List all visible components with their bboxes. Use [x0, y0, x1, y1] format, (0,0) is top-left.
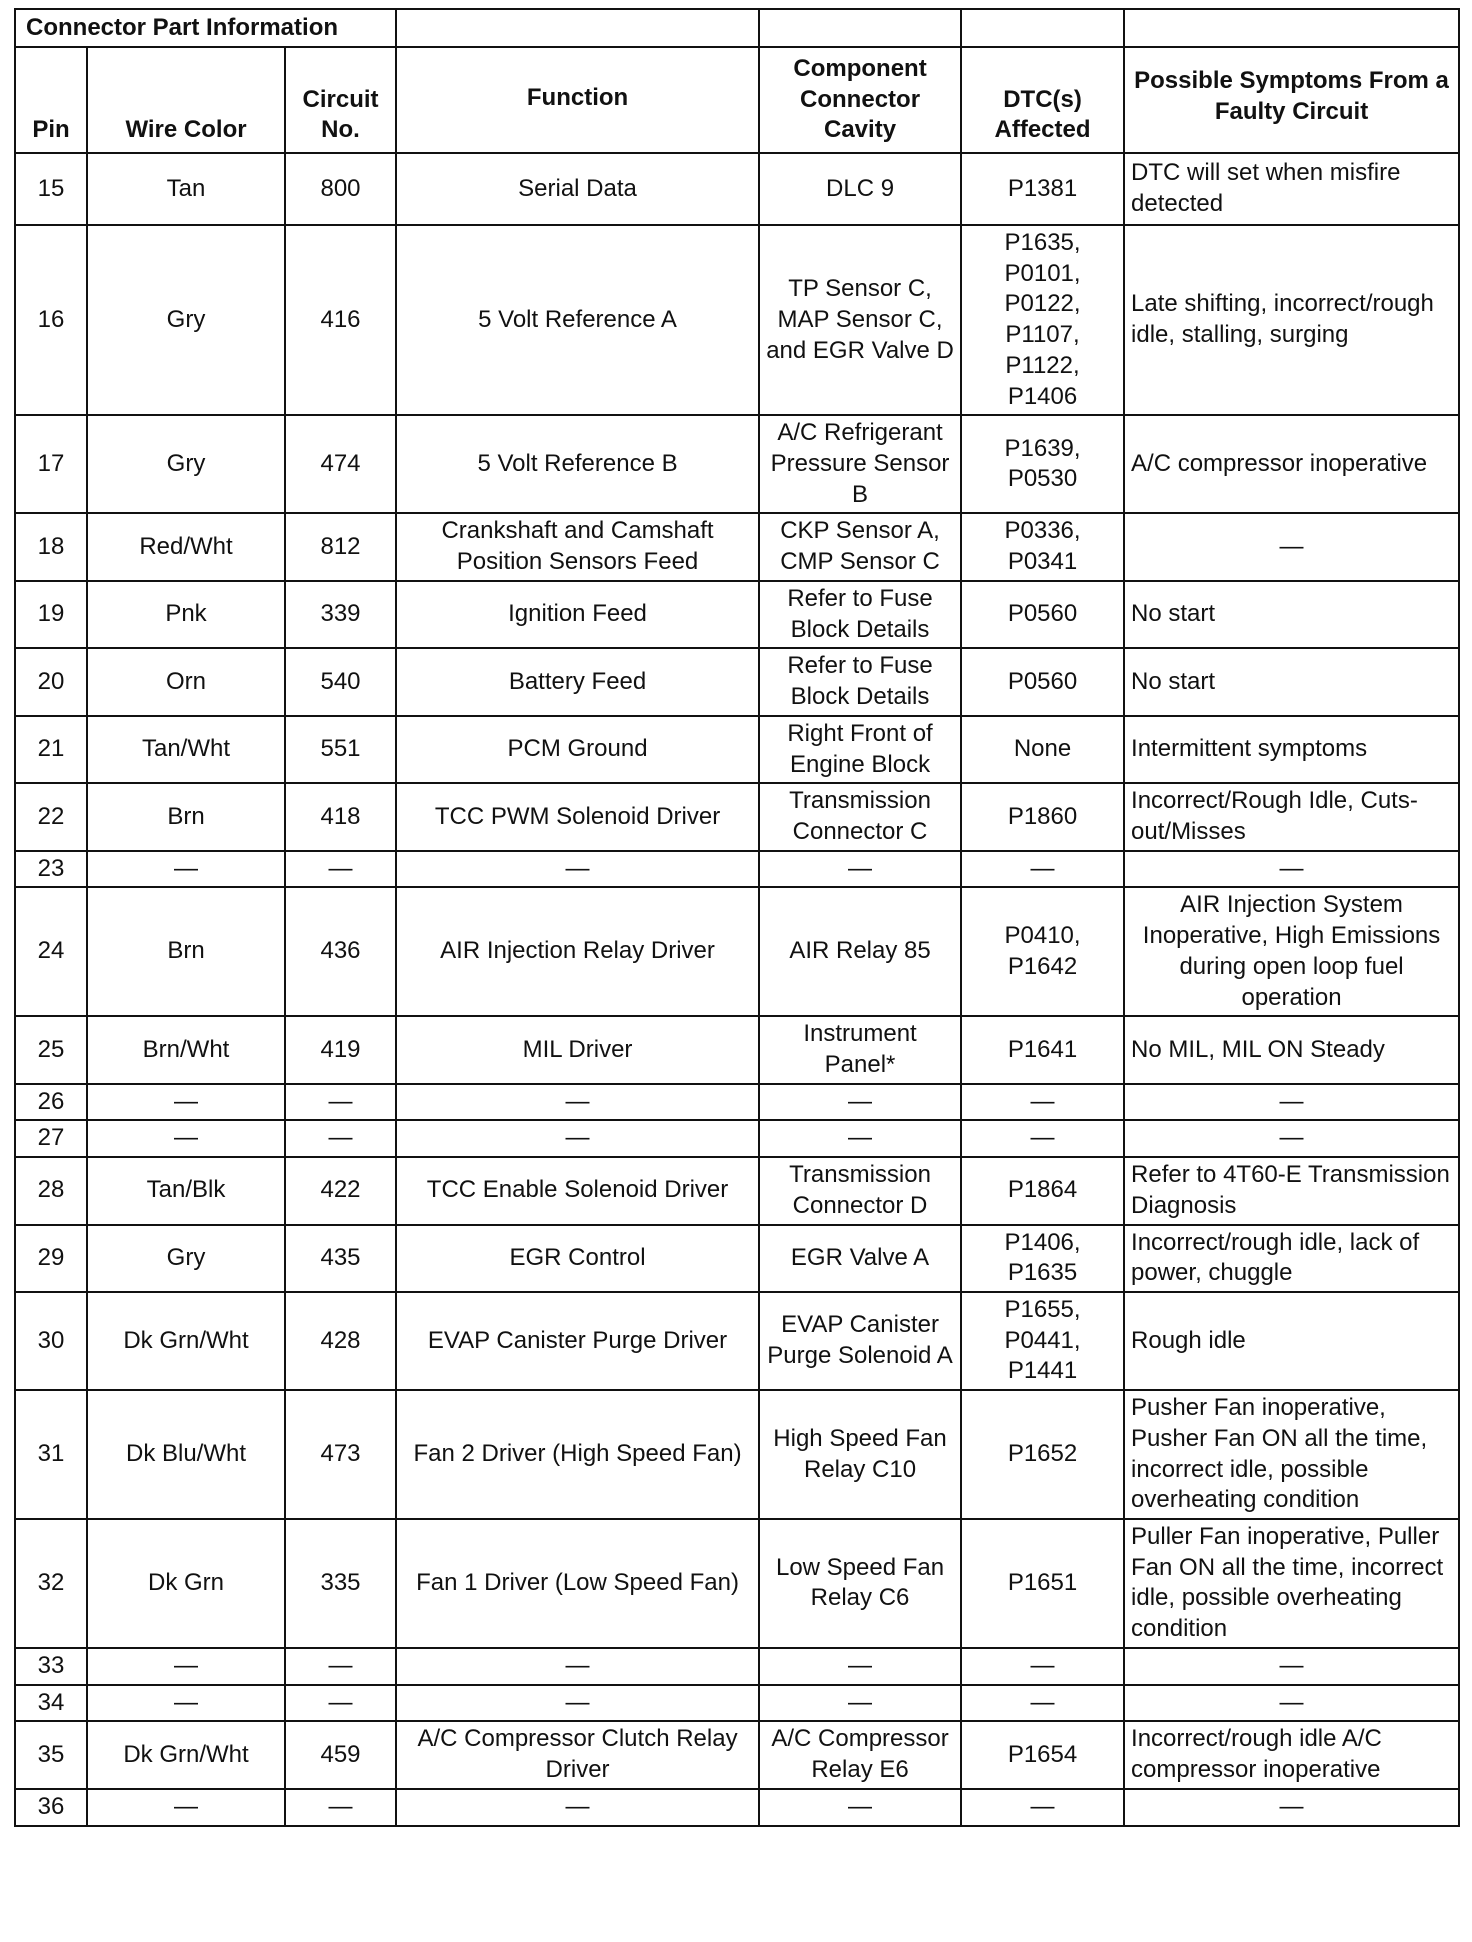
row-cavity: Refer to Fuse Block Details — [759, 648, 961, 715]
row-circuit-no: 339 — [285, 581, 396, 648]
row-dtcs: P1654 — [961, 1721, 1124, 1788]
title-blank-cell — [961, 9, 1124, 47]
table-row — [15, 851, 1459, 888]
row-circuit-no: — — [285, 1648, 396, 1685]
row-wire-color: Red/Wht — [87, 513, 285, 580]
row-wire-color: Gry — [87, 1225, 285, 1292]
row-function: PCM Ground — [396, 716, 759, 783]
row-cavity: CKP Sensor A, CMP Sensor C — [759, 513, 961, 580]
row-pin: 36 — [15, 1789, 87, 1826]
row-symptoms: — — [1124, 851, 1459, 888]
row-dtcs: P1406, P1635 — [961, 1225, 1124, 1292]
row-wire-color: — — [87, 1789, 285, 1826]
row-wire-color: Dk Grn/Wht — [87, 1292, 285, 1390]
row-pin: 25 — [15, 1016, 87, 1083]
row-function: 5 Volt Reference B — [396, 415, 759, 513]
title-blank-cell — [759, 9, 961, 47]
row-pin: 35 — [15, 1721, 87, 1788]
row-cavity: AIR Relay 85 — [759, 887, 961, 1016]
row-dtcs: P1860 — [961, 783, 1124, 850]
header-function: Function — [396, 47, 759, 153]
row-pin: 16 — [15, 225, 87, 415]
row-circuit-no: 551 — [285, 716, 396, 783]
row-function: Ignition Feed — [396, 581, 759, 648]
row-symptoms: No MIL, MIL ON Steady — [1124, 1016, 1459, 1083]
row-dtcs: P1652 — [961, 1390, 1124, 1519]
row-symptoms: — — [1124, 1789, 1459, 1826]
row-circuit-no: 422 — [285, 1157, 396, 1224]
row-function: — — [396, 1648, 759, 1685]
row-symptoms: Refer to 4T60-E Transmission Diagnosis — [1124, 1157, 1459, 1224]
row-circuit-no: — — [285, 1120, 396, 1157]
table-row — [15, 783, 1459, 850]
row-cavity: — — [759, 851, 961, 888]
row-cavity: EGR Valve A — [759, 1225, 961, 1292]
row-dtcs: — — [961, 1789, 1124, 1826]
row-function: Crankshaft and Camshaft Position Sensors Feed — [396, 513, 759, 580]
row-dtcs: — — [961, 1685, 1124, 1722]
row-cavity: — — [759, 1648, 961, 1685]
header-row — [15, 47, 1459, 153]
row-pin: 21 — [15, 716, 87, 783]
row-circuit-no: 474 — [285, 415, 396, 513]
row-symptoms: — — [1124, 1120, 1459, 1157]
header-circuit-no: Circuit No. — [285, 47, 396, 153]
row-symptoms: AIR Injection System Inoperative, High Emissions during open loop fuel operation — [1124, 887, 1459, 1016]
row-function: — — [396, 1789, 759, 1826]
row-symptoms: — — [1124, 513, 1459, 580]
row-dtcs: P1381 — [961, 153, 1124, 225]
table-row — [15, 1292, 1459, 1390]
row-cavity: DLC 9 — [759, 153, 961, 225]
row-circuit-no: 428 — [285, 1292, 396, 1390]
table-row — [15, 1016, 1459, 1083]
table-row — [15, 1519, 1459, 1648]
row-symptoms: Pusher Fan inoperative, Pusher Fan ON all the time, incorrect idle, possible overheating condition — [1124, 1390, 1459, 1519]
header-symptoms: Possible Symptoms From a Faulty Circuit — [1124, 47, 1459, 153]
row-symptoms: Incorrect/rough idle, lack of power, chuggle — [1124, 1225, 1459, 1292]
table-row — [15, 1225, 1459, 1292]
table-row — [15, 1157, 1459, 1224]
row-wire-color: Tan/Blk — [87, 1157, 285, 1224]
row-circuit-no: 418 — [285, 783, 396, 850]
connector-table — [14, 8, 1460, 1827]
row-dtcs: P1864 — [961, 1157, 1124, 1224]
row-circuit-no: 540 — [285, 648, 396, 715]
row-circuit-no: 436 — [285, 887, 396, 1016]
table-row — [15, 1721, 1459, 1788]
row-wire-color: — — [87, 1084, 285, 1121]
header-wire-color: Wire Color — [87, 47, 285, 153]
row-cavity: — — [759, 1120, 961, 1157]
title-row — [15, 9, 1459, 47]
row-function: — — [396, 851, 759, 888]
row-wire-color: — — [87, 1685, 285, 1722]
row-wire-color: Brn/Wht — [87, 1016, 285, 1083]
row-symptoms: A/C compressor inoperative — [1124, 415, 1459, 513]
row-circuit-no: — — [285, 1084, 396, 1121]
row-cavity: Instrument Panel* — [759, 1016, 961, 1083]
row-wire-color: Gry — [87, 225, 285, 415]
table-body — [15, 153, 1459, 1826]
row-cavity: — — [759, 1789, 961, 1826]
row-pin: 18 — [15, 513, 87, 580]
row-pin: 17 — [15, 415, 87, 513]
row-cavity: TP Sensor C, MAP Sensor C, and EGR Valve D — [759, 225, 961, 415]
row-pin: 29 — [15, 1225, 87, 1292]
row-function: — — [396, 1120, 759, 1157]
row-function: TCC PWM Solenoid Driver — [396, 783, 759, 850]
row-dtcs: — — [961, 1648, 1124, 1685]
row-symptoms: Rough idle — [1124, 1292, 1459, 1390]
row-wire-color: Brn — [87, 887, 285, 1016]
row-circuit-no: 416 — [285, 225, 396, 415]
row-pin: 23 — [15, 851, 87, 888]
row-function: — — [396, 1084, 759, 1121]
row-dtcs: P1651 — [961, 1519, 1124, 1648]
row-pin: 24 — [15, 887, 87, 1016]
row-cavity: A/C Refrigerant Pressure Sensor B — [759, 415, 961, 513]
row-circuit-no: 419 — [285, 1016, 396, 1083]
row-dtcs: — — [961, 1084, 1124, 1121]
row-dtcs: P0560 — [961, 581, 1124, 648]
row-wire-color: Tan/Wht — [87, 716, 285, 783]
row-dtcs: P1639, P0530 — [961, 415, 1124, 513]
row-circuit-no: 459 — [285, 1721, 396, 1788]
row-symptoms: Puller Fan inoperative, Puller Fan ON all the time, incorrect idle, possible overheating condition — [1124, 1519, 1459, 1648]
row-circuit-no: — — [285, 851, 396, 888]
row-circuit-no: 812 — [285, 513, 396, 580]
row-function: 5 Volt Reference A — [396, 225, 759, 415]
row-wire-color: Gry — [87, 415, 285, 513]
row-symptoms: — — [1124, 1084, 1459, 1121]
row-cavity: Transmission Connector D — [759, 1157, 961, 1224]
row-function: A/C Compressor Clutch Relay Driver — [396, 1721, 759, 1788]
row-symptoms: — — [1124, 1685, 1459, 1722]
row-symptoms: DTC will set when misfire detected — [1124, 153, 1459, 225]
row-pin: 32 — [15, 1519, 87, 1648]
title-blank-cell — [1124, 9, 1459, 47]
table-row — [15, 648, 1459, 715]
row-wire-color: — — [87, 851, 285, 888]
row-circuit-no: 435 — [285, 1225, 396, 1292]
table-row — [15, 415, 1459, 513]
row-pin: 27 — [15, 1120, 87, 1157]
row-dtcs: P0336, P0341 — [961, 513, 1124, 580]
table-row — [15, 513, 1459, 580]
row-symptoms: No start — [1124, 581, 1459, 648]
table-title: Connector Part Information — [15, 9, 396, 47]
row-pin: 31 — [15, 1390, 87, 1519]
row-symptoms: Incorrect/rough idle A/C compressor inoperative — [1124, 1721, 1459, 1788]
row-pin: 15 — [15, 153, 87, 225]
row-pin: 19 — [15, 581, 87, 648]
row-circuit-no: — — [285, 1789, 396, 1826]
row-cavity: High Speed Fan Relay C10 — [759, 1390, 961, 1519]
row-pin: 22 — [15, 783, 87, 850]
row-dtcs: — — [961, 1120, 1124, 1157]
table-row — [15, 716, 1459, 783]
row-cavity: — — [759, 1685, 961, 1722]
row-function: Battery Feed — [396, 648, 759, 715]
row-cavity: Refer to Fuse Block Details — [759, 581, 961, 648]
row-symptoms: Late shifting, incorrect/rough idle, stalling, surging — [1124, 225, 1459, 415]
row-symptoms: Intermittent symptoms — [1124, 716, 1459, 783]
row-pin: 28 — [15, 1157, 87, 1224]
row-dtcs: P1641 — [961, 1016, 1124, 1083]
row-pin: 34 — [15, 1685, 87, 1722]
row-wire-color: Tan — [87, 153, 285, 225]
table-row — [15, 581, 1459, 648]
row-dtcs: None — [961, 716, 1124, 783]
row-wire-color: Brn — [87, 783, 285, 850]
row-wire-color: Orn — [87, 648, 285, 715]
row-circuit-no: — — [285, 1685, 396, 1722]
row-pin: 30 — [15, 1292, 87, 1390]
row-cavity: Low Speed Fan Relay C6 — [759, 1519, 961, 1648]
row-wire-color: — — [87, 1648, 285, 1685]
row-pin: 33 — [15, 1648, 87, 1685]
table-row — [15, 887, 1459, 1016]
row-function: — — [396, 1685, 759, 1722]
row-pin: 20 — [15, 648, 87, 715]
table-row — [15, 225, 1459, 415]
header-dtcs: DTC(s) Affected — [961, 47, 1124, 153]
row-symptoms: Incorrect/Rough Idle, Cuts-out/Misses — [1124, 783, 1459, 850]
row-circuit-no: 800 — [285, 153, 396, 225]
row-function: Fan 1 Driver (Low Speed Fan) — [396, 1519, 759, 1648]
row-symptoms: — — [1124, 1648, 1459, 1685]
header-cavity: Component Connector Cavity — [759, 47, 961, 153]
row-circuit-no: 473 — [285, 1390, 396, 1519]
row-function: EGR Control — [396, 1225, 759, 1292]
row-function: MIL Driver — [396, 1016, 759, 1083]
row-dtcs: P0410, P1642 — [961, 887, 1124, 1016]
table-row — [15, 153, 1459, 225]
header-pin: Pin — [15, 47, 87, 153]
table-row — [15, 1789, 1459, 1826]
row-dtcs: P1655, P0441, P1441 — [961, 1292, 1124, 1390]
row-function: Fan 2 Driver (High Speed Fan) — [396, 1390, 759, 1519]
row-cavity: Right Front of Engine Block — [759, 716, 961, 783]
table-row — [15, 1120, 1459, 1157]
table-row — [15, 1648, 1459, 1685]
row-wire-color: Dk Grn — [87, 1519, 285, 1648]
row-dtcs: P1635, P0101, P0122, P1107, P1122, P1406 — [961, 225, 1124, 415]
row-cavity: — — [759, 1084, 961, 1121]
table-row — [15, 1685, 1459, 1722]
row-symptoms: No start — [1124, 648, 1459, 715]
row-cavity: A/C Compressor Relay E6 — [759, 1721, 961, 1788]
row-function: TCC Enable Solenoid Driver — [396, 1157, 759, 1224]
row-wire-color: Pnk — [87, 581, 285, 648]
title-blank-cell — [396, 9, 759, 47]
row-function: EVAP Canister Purge Driver — [396, 1292, 759, 1390]
table-row — [15, 1084, 1459, 1121]
row-wire-color: — — [87, 1120, 285, 1157]
row-dtcs: P0560 — [961, 648, 1124, 715]
row-pin: 26 — [15, 1084, 87, 1121]
row-function: Serial Data — [396, 153, 759, 225]
row-cavity: EVAP Canister Purge Solenoid A — [759, 1292, 961, 1390]
row-circuit-no: 335 — [285, 1519, 396, 1648]
row-wire-color: Dk Blu/Wht — [87, 1390, 285, 1519]
row-cavity: Transmission Connector C — [759, 783, 961, 850]
row-dtcs: — — [961, 851, 1124, 888]
row-function: AIR Injection Relay Driver — [396, 887, 759, 1016]
table-row — [15, 1390, 1459, 1519]
row-wire-color: Dk Grn/Wht — [87, 1721, 285, 1788]
